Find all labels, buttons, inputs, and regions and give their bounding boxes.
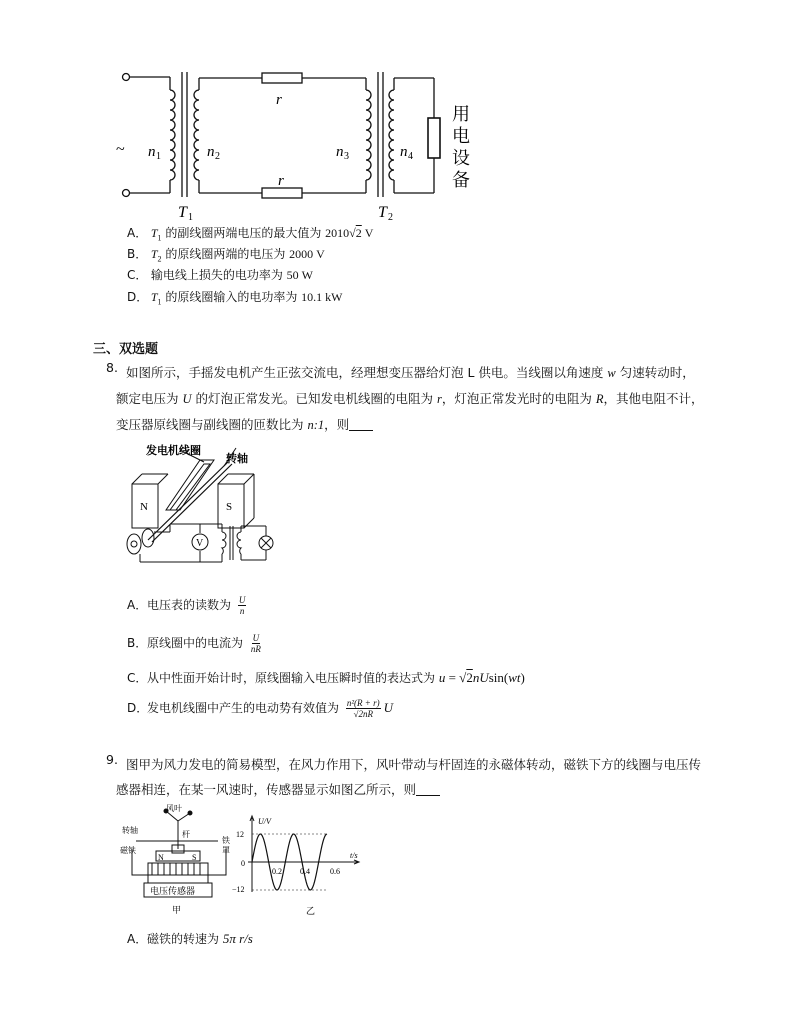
- n3-sub: 3: [344, 151, 349, 162]
- n4-sub: 4: [408, 151, 413, 162]
- sensor-label: 电压传感器: [150, 887, 196, 897]
- n3-label: n: [336, 144, 344, 160]
- n1-label: n: [148, 144, 156, 160]
- n1-sub: 1: [156, 151, 161, 162]
- q8-option-c[interactable]: C．从中性面开始计时，原线圈输入电压瞬时值的表达式为 u = √2nUsin(wt): [127, 670, 525, 685]
- voltage-chart: [228, 810, 368, 920]
- generator-figure: [118, 440, 288, 575]
- t2-label: T: [378, 204, 387, 221]
- answer-blank: [416, 783, 440, 796]
- transformer-circuit-figure: [110, 62, 490, 227]
- t2-sub: 2: [388, 212, 393, 223]
- rod-label: 杆: [182, 830, 190, 839]
- x-tick-2: 0.4: [300, 867, 310, 876]
- n4-label: n: [400, 144, 408, 160]
- iron-label: 铁: [222, 836, 230, 845]
- caption-yi: 乙: [306, 907, 316, 917]
- n2-sub: 2: [215, 151, 220, 162]
- y-axis-label: U/V: [258, 817, 271, 826]
- n-pole-label: N: [140, 501, 148, 513]
- magnet-label: 磁铁: [120, 846, 136, 855]
- x-tick-3: 0.6: [330, 867, 340, 876]
- coil-label: 发电机线圈: [146, 444, 201, 457]
- axis-label: 转轴: [122, 826, 138, 835]
- r-top-label: r: [276, 92, 282, 108]
- y-tick-bottom: −12: [232, 885, 245, 894]
- q7-option-c[interactable]: C． 输电线上损失的电功率为 50 W: [127, 268, 313, 282]
- q8-number: 8.: [106, 360, 118, 375]
- n-pole-label: N: [158, 853, 164, 862]
- voltmeter-label: V: [196, 538, 204, 549]
- wind-label: 风叶: [166, 804, 182, 813]
- device-char-4: 备: [452, 170, 470, 191]
- t1-label: T: [178, 204, 187, 221]
- answer-blank: [349, 418, 373, 431]
- axis-label: 转轴: [226, 452, 248, 465]
- r-bottom-label: r: [278, 173, 284, 189]
- fraction: $\frac{U}{nR}$: [250, 633, 261, 654]
- x-axis-label: t/s: [350, 851, 358, 860]
- device-char-1: 用: [452, 104, 470, 125]
- q8-option-d[interactable]: D．发电机线圈中产生的电动势有效值为 $\frac{\text{n²(R + r)}}{√2nR}$ U: [127, 698, 393, 719]
- fraction: $\frac{\text{n²(R + r)}}{√2nR}$: [346, 698, 380, 719]
- q7-option-d[interactable]: D． $T_1$ 的原线圈输入的电功率为 10.1 kW: [127, 290, 343, 307]
- q8-option-b[interactable]: B．原线圈中的电流为 $\frac{U}{nR}$: [127, 633, 261, 654]
- wind-generator-figure: [118, 803, 238, 915]
- t1-sub: 1: [188, 212, 193, 223]
- q9-number: 9.: [106, 752, 118, 767]
- y-tick-zero: 0: [241, 859, 245, 868]
- caption-jia: 甲: [172, 906, 182, 915]
- s-pole-label: S: [226, 501, 233, 513]
- q7-option-b[interactable]: B． $T_2$ 的原线圈两端的电压为 2000 V: [127, 247, 325, 264]
- device-char-2: 电: [452, 126, 470, 147]
- q8-stem: 如图所示，手摇发电机产生正弦交流电，经理想变压器给灯泡 L 供电。当线圈以角速度 w 匀速转动时，额定电压为 U 的灯泡正常发光。已知发电机线圈的电阻为 r，灯泡正常发光时的电阻为 R，其他电阻不计，变压器原线圈与副线圈的匝数比为 n:1，则: [116, 365, 704, 432]
- section-title: 三、双选题: [93, 342, 159, 357]
- q9-option-a[interactable]: A．磁铁的转速为 5π r/s: [127, 931, 253, 946]
- s-pole-label: S: [192, 853, 197, 862]
- n2-label: n: [207, 144, 215, 160]
- q8-option-a[interactable]: A．电压表的读数为 $\frac{U}{n}$: [127, 595, 246, 616]
- ac-source-symbol: ~: [116, 141, 125, 158]
- q7-option-a[interactable]: A． $T_1$ 的副线圈两端电压的最大值为 2010√2 V: [127, 226, 374, 243]
- y-tick-top: 12: [236, 830, 244, 839]
- core-label: 罩: [222, 846, 230, 855]
- fraction: $\frac{U}{n}$: [238, 595, 246, 616]
- q9-stem: 图甲为风力发电的简易模型，在风力作用下，风叶带动与杆固连的永磁体转动，磁铁下方的线圈与电压传感器相连，在某一风速时，传感器显示如图乙所示，则: [116, 757, 702, 797]
- x-tick-1: 0.2: [272, 867, 282, 876]
- device-char-3: 设: [452, 148, 470, 169]
